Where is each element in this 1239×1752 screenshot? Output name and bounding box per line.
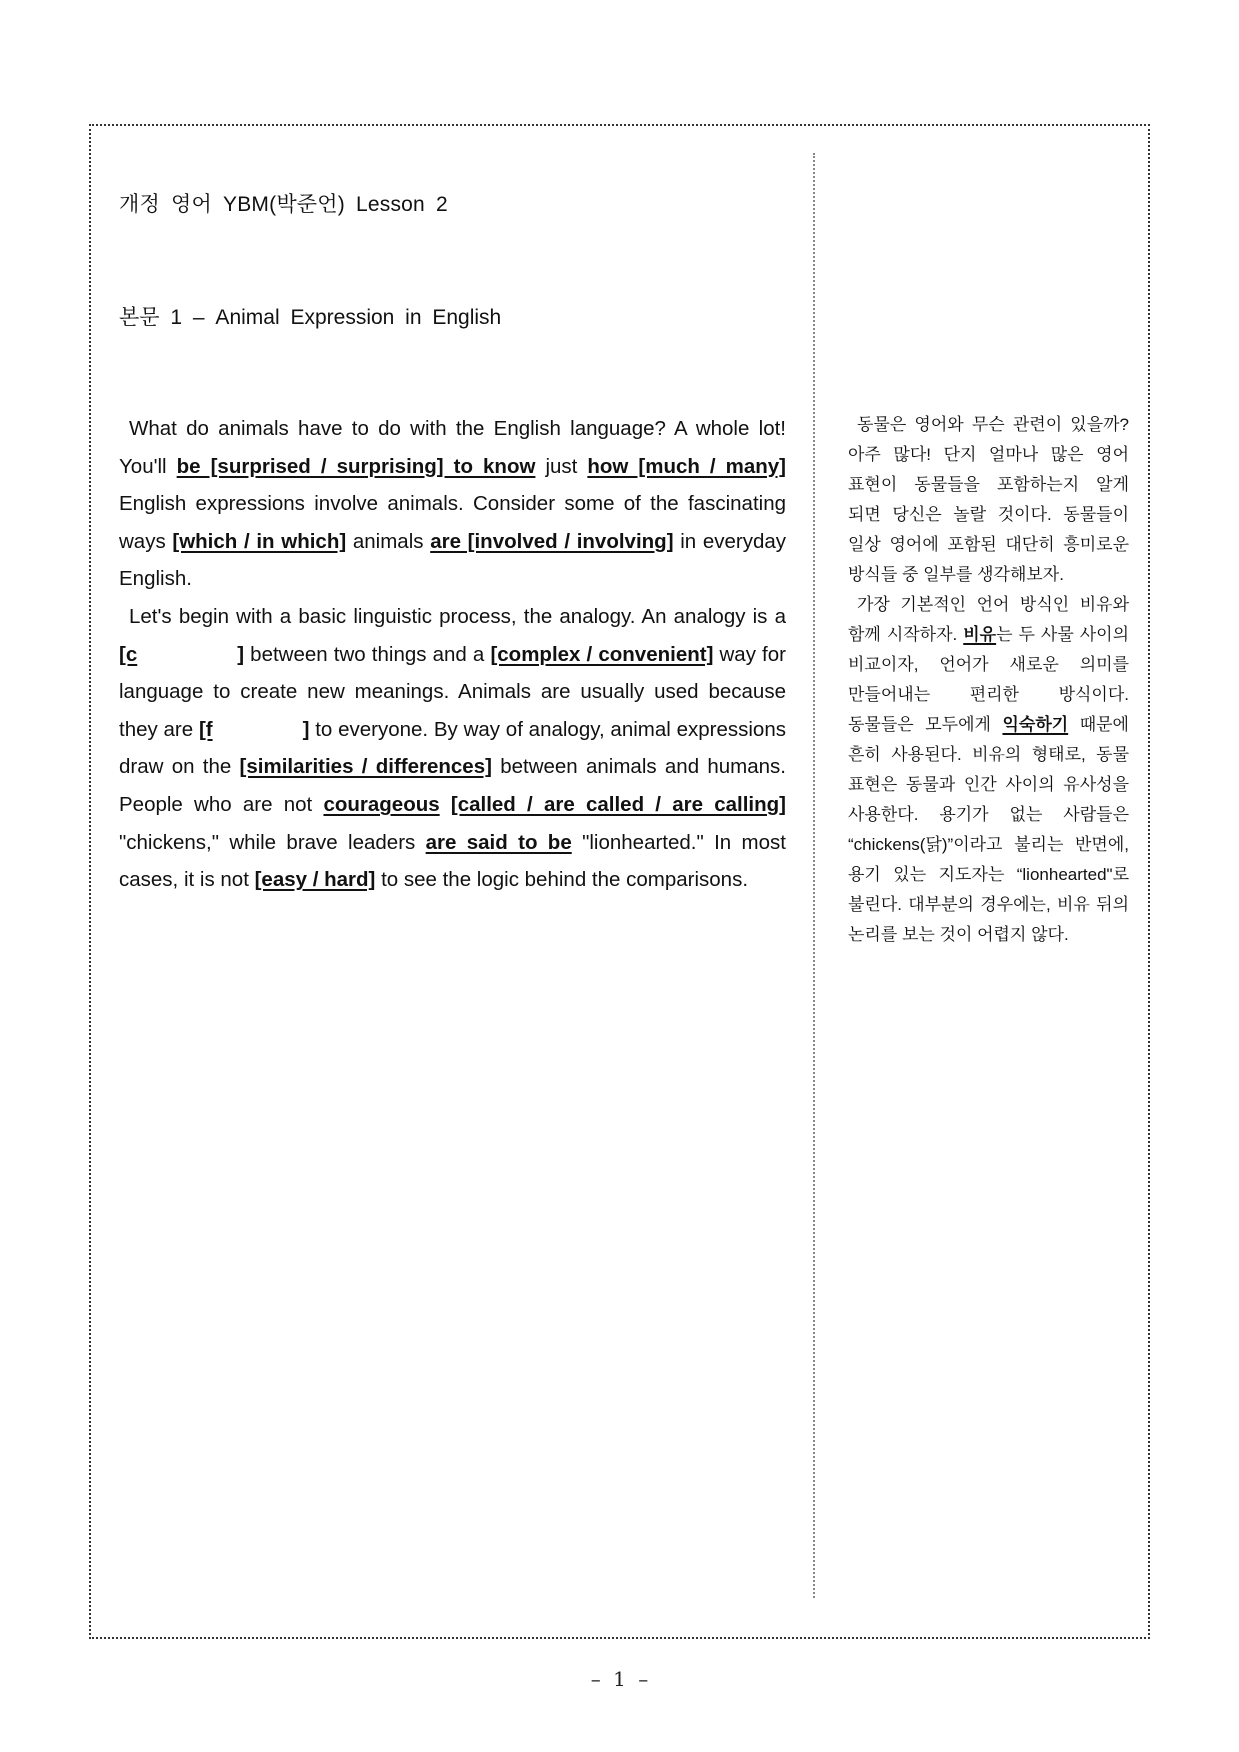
fill-in-blank: how [much / many] <box>587 454 787 478</box>
fill-in-blank: [called / are called / are calling] <box>450 792 786 816</box>
highlighted-term: 비유 <box>963 625 997 644</box>
korean-translation <box>848 410 1129 950</box>
fill-in-blank: are said to be <box>425 830 572 854</box>
column-divider <box>813 153 815 1598</box>
english-paragraph-1: What do animals have to do with the English language? A whole lot! You'll be [surprised / surprising] to know just how [much / many] English expressions involve animals. Consider some of the fascinating ways [which / in which] animals are [involved / involving] in everyday English. <box>119 417 787 591</box>
english-paragraph-2: Let's begin with a basic linguistic process, the analogy. An analogy is a [c ] between two things and a [complex / convenient] way for language to create new meanings. Animals are usually used because they are [f ] to everyone. By way of analogy, animal expressions draw on the [similarities / differences] between animals and humans. People who are not courageous [called / are called / are calling] "chickens," while brave leaders are said to be "lionhearted." In most cases, it is not [easy / hard] to see the logic behind the comparisons. <box>119 604 786 892</box>
korean-paragraph-2: 가장 기본적인 언어 방식인 비유와 함께 시작하자. 비유는 두 사물 사이의 비교이자, 언어가 새로운 의미를 만들어내는 편리한 방식이다. 동물들은 모두에게 익숙하기 때문에 흔히 사용된다. 비유의 형태로, 동물 표현은 동물과 인간 사이의 유사성을 사용한다. 용기가 없는 사람들은 “chickens(닭)”이라고 불리는 반면에, 용기 있는 지도자는 “lionhearted"로 불린다. 대부분의 경우에는, 비유 뒤의 논리를 보는 것이 어렵지 않다. <box>848 595 1130 944</box>
highlighted-term: 익숙하기 <box>1002 715 1069 734</box>
fill-in-blank: are [involved / involving] <box>430 529 674 553</box>
fill-in-blank: [complex / convenient] <box>490 642 714 666</box>
fill-in-blank: [c ] <box>119 642 245 666</box>
fill-in-blank: [f ] <box>198 717 310 741</box>
korean-paragraph-1: 동물은 영어와 무슨 관련이 있을까? 아주 많다! 단지 얼마나 많은 영어 표현이 동물들을 포함하는지 알게 되면 당신은 놀랄 것이다. 동물들이 일상 영어에 포함된 대단히 흥미로운 방식들 중 일부를 생각해보자. <box>848 415 1129 584</box>
fill-in-blank: [similarities / differences] <box>239 755 492 779</box>
page-number: – 1 – <box>590 1667 649 1691</box>
english-passage <box>119 410 786 899</box>
section-title: 본문 1 – Animal Expression in English <box>119 306 502 329</box>
fill-in-blank: courageous <box>323 792 440 816</box>
document-title: 개정 영어 YBM(박준언) Lesson 2 <box>119 193 448 216</box>
fill-in-blank: [easy / hard] <box>254 868 376 892</box>
fill-in-blank: be [surprised / surprising] to know <box>176 454 536 478</box>
fill-in-blank: [which / in which] <box>172 529 347 553</box>
